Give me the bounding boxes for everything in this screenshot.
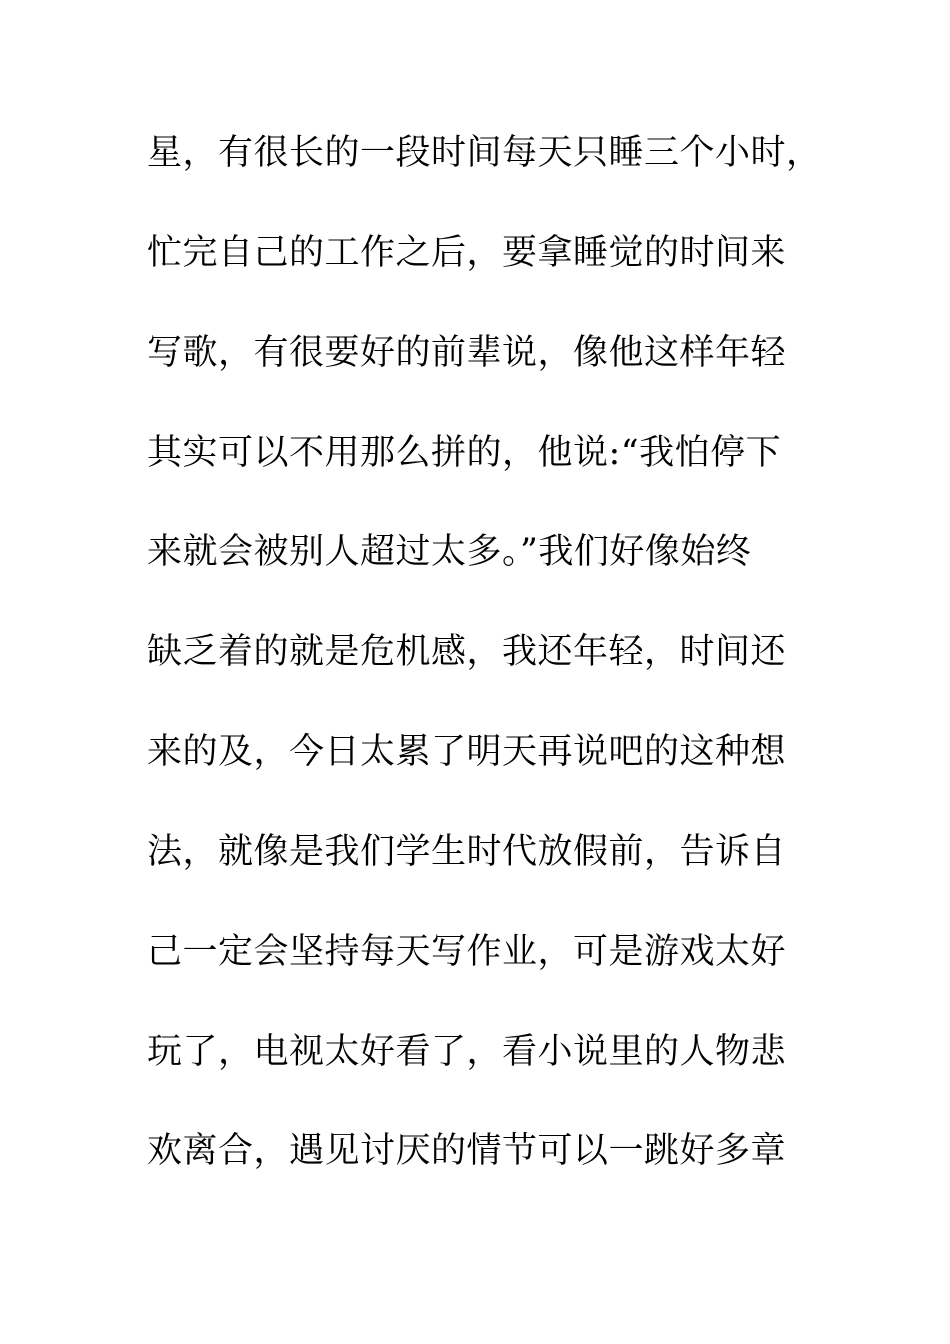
text-line: 星，有很长的一段时间每天只睡三个小时， xyxy=(147,133,822,173)
text-line: 法，就像是我们学生时代放假前，告诉自 xyxy=(147,832,787,872)
text-line: 来的及，今日太累了明天再说吧的这种想 xyxy=(147,732,787,772)
text-line: 玩了，电视太好看了，看小说里的人物悲 xyxy=(147,1032,787,1072)
text-line: 忙完自己的工作之后，要拿睡觉的时间来 xyxy=(147,233,787,273)
text-line: 欢离合，遇见讨厌的情节可以一跳好多章 xyxy=(147,1131,787,1171)
text-line: 己一定会坚持每天写作业，可是游戏太好 xyxy=(147,932,787,972)
text-line: 来就会被别人超过太多。”我们好像始终 xyxy=(147,532,752,572)
text-line: 缺乏着的就是危机感，我还年轻，时间还 xyxy=(147,632,787,672)
text-line: 写歌，有很要好的前辈说，像他这样年轻 xyxy=(147,333,787,373)
text-line: 其实可以不用那么拼的，他说:“我怕停下 xyxy=(147,433,782,473)
